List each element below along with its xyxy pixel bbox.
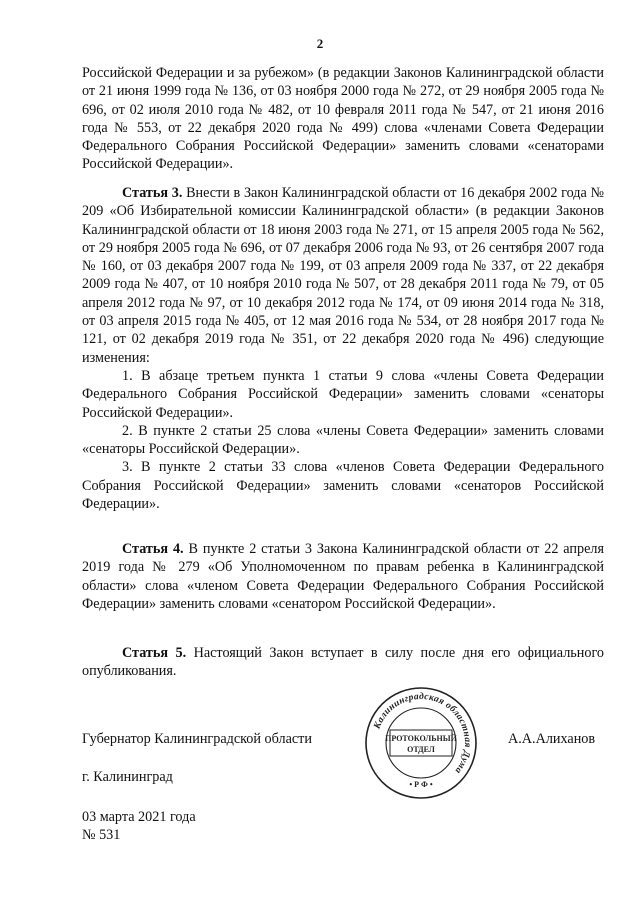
article-5-paragraph xyxy=(82,644,604,681)
article-5-heading: Статья 5. xyxy=(122,645,187,661)
article-3-item-1: 1. В абзаце третьем пункта 1 статьи 9 слова «члены Совета Федерации Федерального Собрания Российской Федерации» заменить словами «сенаторы Российской Федерации». xyxy=(82,367,604,421)
governor-name: А.А.Алиханов xyxy=(508,731,596,747)
article-5 xyxy=(82,644,604,681)
governor-title: Губернатор Калининградской области xyxy=(82,731,312,747)
article-4-paragraph xyxy=(82,540,604,613)
stamp-center-line-1: ПРОТОКОЛЬНЫЙ xyxy=(385,734,457,743)
article-3 xyxy=(82,184,604,513)
article-3-item-3: 3. В пункте 2 статьи 33 слова «членов Совета Федерации Федерального Собрания Российской Федерации» заменить словами «сенаторов Российской Федерации». xyxy=(82,459,604,513)
stamp-ring-text: Калининградская областная Дума xyxy=(372,691,473,776)
article-4-heading: Статья 4. xyxy=(122,541,184,557)
official-stamp xyxy=(364,686,478,800)
article-4-text: В пункте 2 статьи 3 Закона Калининградской области от 22 апреля 2019 года № 279 «Об Уполномоченном по правам ребенка в Калининградской области» слова «членом Совета Федерации Федерального Собрания Российской Федерации» заменить словами «сенатором Российской Федерации». xyxy=(82,541,604,612)
article-3-paragraph xyxy=(82,184,604,367)
city: г. Калининград xyxy=(82,769,173,785)
article-5-text: Настоящий Закон вступает в силу после дня его официального опубликования. xyxy=(82,645,604,680)
article-3-heading: Статья 3. xyxy=(122,185,183,201)
stamp-bottom-text: • Р Ф • xyxy=(409,780,433,789)
stamp-center-line-2: ОТДЕЛ xyxy=(407,745,435,754)
article-3-text: Внести в Закон Калининградской области от 16 декабря 2002 года № 209 «Об Избирательной комиссии Калининградской области» (в редакции Законов Калининградской области от 18 июня 2003 года № 271, от 15 апреля 2005 года № 562, от 29 ноября 2005 года № 696, от 07 декабря 2006 года № 93, от 26 сентября 2007 года № 160, от 03 декабря 2007 года № 199, от 03 апреля 2009 года № 337, от 22 декабря 2009 года № 407, от 10 ноября 2010 года № 507, от 28 декабря 2011 года № 79, от 05 апреля 2012 года № 97, от 10 декабря 2012 года № 174, от 09 июня 2014 года № 318, от 03 апреля 2015 года № 405, от 12 мая 2016 года № 534, от 28 ноября 2017 года № 121, от 02 декабря 2019 года № 351, от 22 декабря 2020 года № 496) следующие изменения: xyxy=(82,185,604,366)
article-3-item-2: 2. В пункте 2 статьи 25 слова «члены Совета Федерации» заменить словами «сенаторы Российской Федерации». xyxy=(82,422,604,458)
article-2-continuation xyxy=(82,64,604,174)
law-number: № 531 xyxy=(82,827,121,843)
signing-date: 03 марта 2021 года xyxy=(82,809,196,825)
continuation-paragraph: Российской Федерации и за рубежом» (в редакции Законов Калининградской области от 21 июня 1999 года № 136, от 03 ноября 2000 года № 272, от 29 ноября 2005 года № 696, от 02 июля 2010 года № 482, от 10 февраля 2011 года № 547, от 21 июня 2016 года № 553, от 22 декабря 2020 года № 499) слова «членами Совета Федерации Федерального Собрания Российской Федерации» заменить словами «сенаторами Российской Федерации». xyxy=(82,65,604,173)
page-number: 2 xyxy=(316,36,324,51)
article-4 xyxy=(82,540,604,613)
